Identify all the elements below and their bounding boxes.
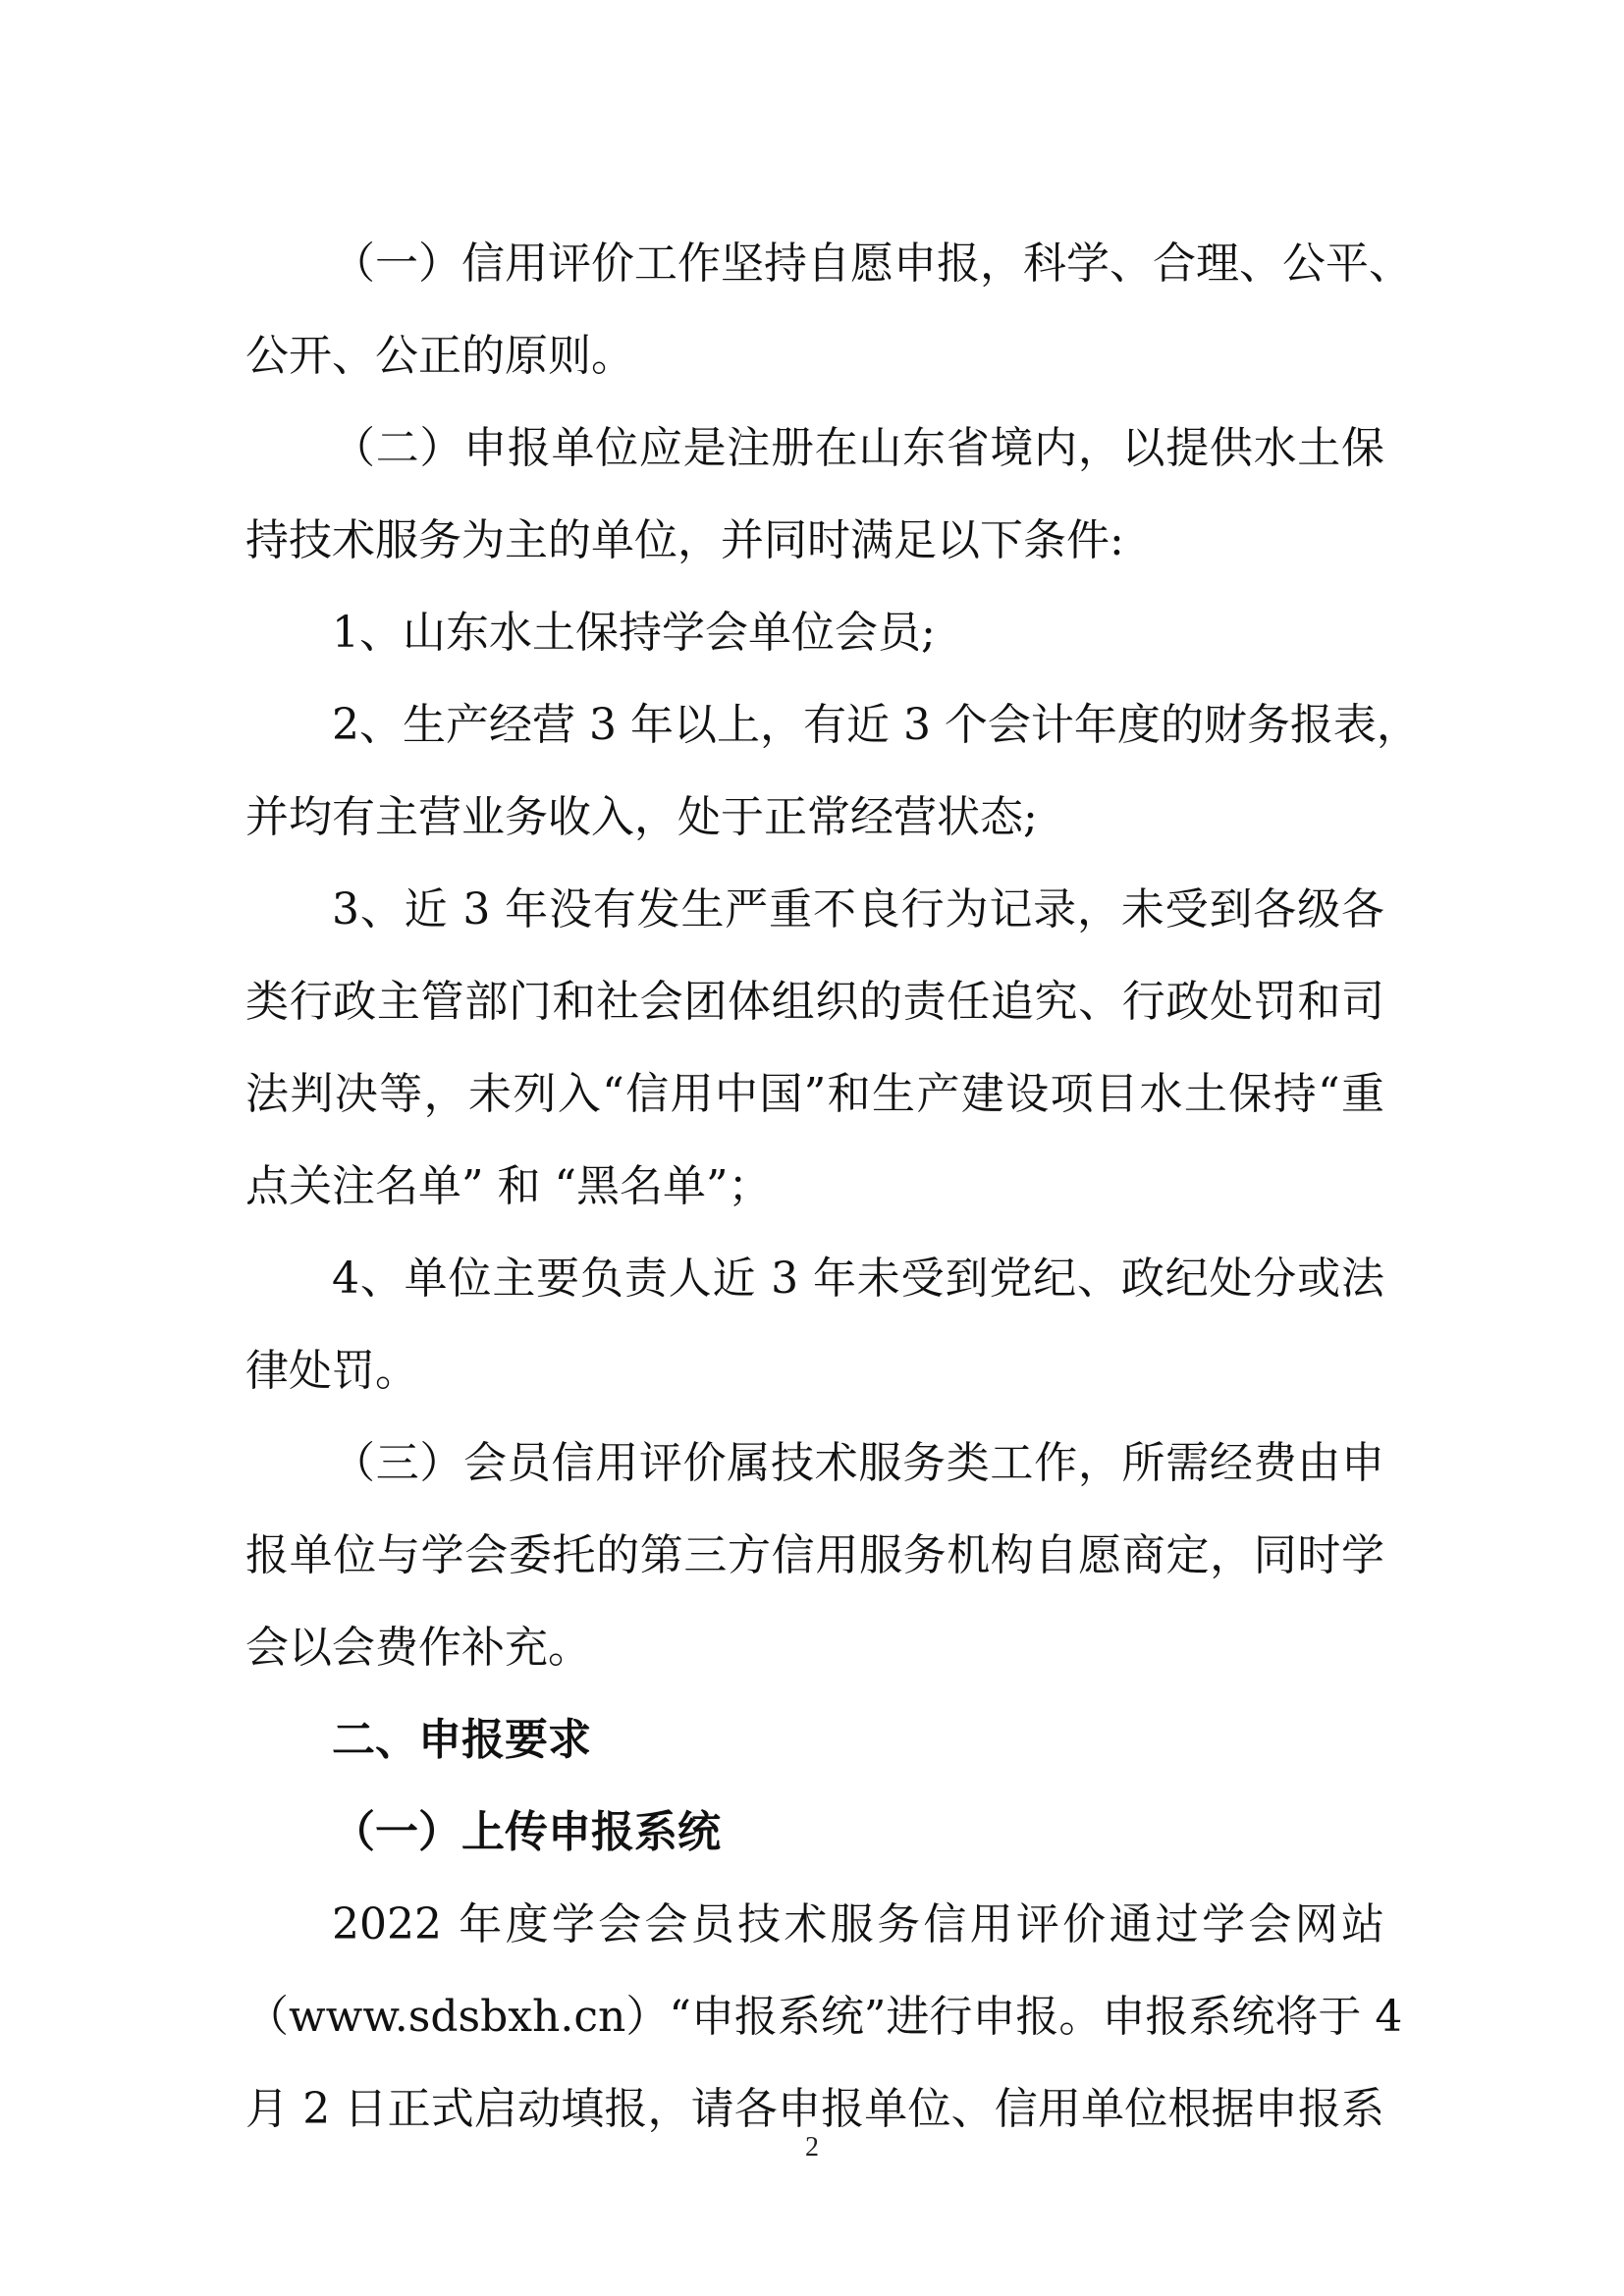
subsection-heading: （一）上传申报系统 [332,1807,721,1857]
list-item-line: 并均有主营业务收入，处于正常经营状态; [245,792,1038,842]
paragraph-line: （www.sdsbxh.cn）“申报系统”进行申报。申报系统将于 4 [245,1992,1403,2042]
paragraph-line: 公开、公正的原则。 [245,331,634,381]
list-item-line: 2、生产经营 3 年以上，有近 3 个会计年度的财务报表， [332,700,1420,750]
paragraph-line: 月 2 日正式启动填报，请各申报单位、信用单位根据申报系 [245,2084,1384,2134]
list-item-line: 1、山东水土保持学会单位会员; [332,608,936,658]
paragraph-line: （一）信用评价工作坚持自愿申报，科学、合理、公平、 [332,239,1412,289]
list-item-line: 点关注名单” 和 “黑名单”； [245,1161,772,1211]
document-body [245,218,1420,2156]
list-item-line: 3、近 3 年没有发生严重不良行为记录，未受到各级各 [332,884,1384,934]
page-number: 2 [805,2132,819,2163]
list-item-line: 4、单位主要负责人近 3 年未受到党纪、政纪处分或法 [332,1254,1384,1304]
list-item-line: 法判决等，未列入“信用中国”和生产建设项目水土保持“重 [245,1069,1384,1119]
list-item-line: 律处罚。 [245,1346,418,1396]
paragraph-line: （三）会员信用评价属技术服务类工作，所需经费由申 [332,1438,1384,1488]
paragraph-line: 持技术服务为主的单位，并同时满足以下条件: [245,515,1124,565]
paragraph-line: 报单位与学会委托的第三方信用服务机构自愿商定，同时学 [245,1530,1384,1580]
paragraph-line: 2022 年度学会会员技术服务信用评价通过学会网站 [332,1899,1384,1949]
section-heading: 二、申报要求 [332,1715,591,1765]
paragraph-line: 会以会费作补充。 [245,1623,591,1673]
paragraph-line: （二）申报单位应是注册在山东省境内，以提供水土保 [332,423,1384,473]
list-item-line: 类行政主管部门和社会团体组织的责任追究、行政处罚和司 [245,977,1384,1027]
